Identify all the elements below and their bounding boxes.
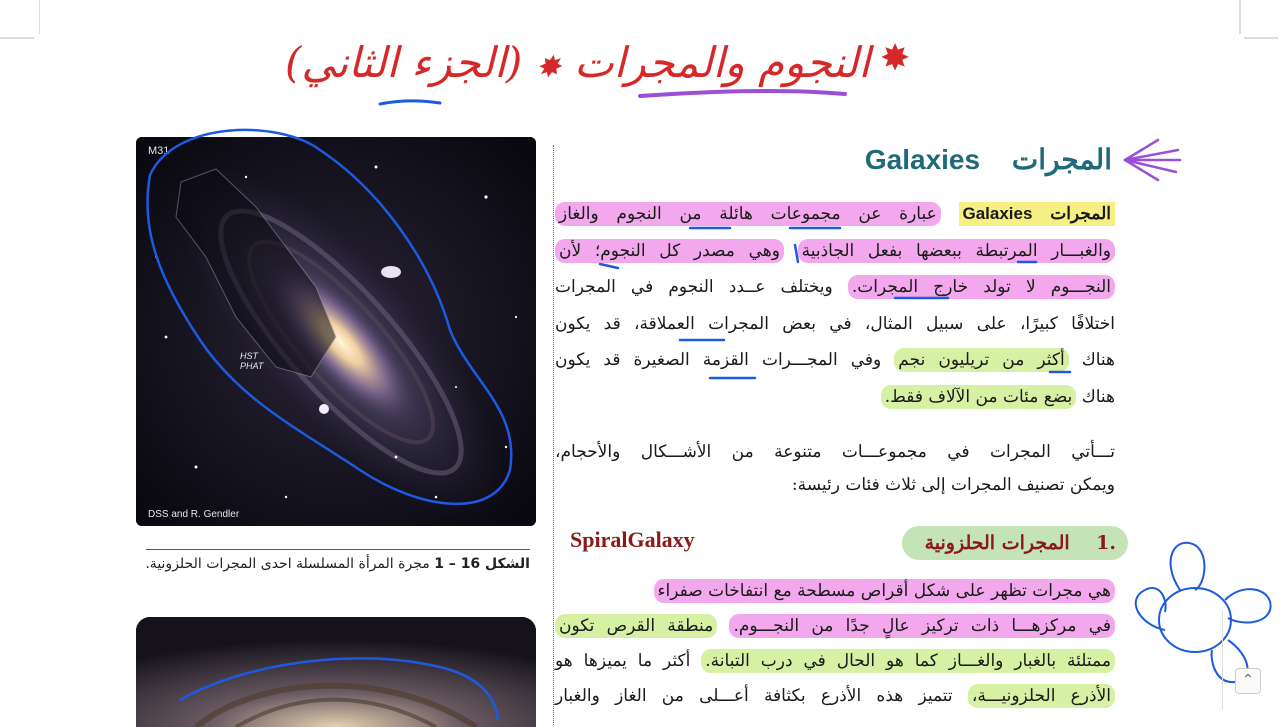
- star-icon: ✸: [535, 50, 561, 85]
- highlight-pink: عبارة عن مجموعات هائلة من النجوم والغاز: [555, 202, 941, 226]
- spiral-galaxy-paragraph: [555, 574, 1115, 714]
- highlight-green: ممتلئة بالغبار والغـــاز كما هو الحال في درب التبانة.: [701, 649, 1115, 673]
- figure-caption: [146, 556, 530, 572]
- blue-underline: [380, 101, 440, 104]
- text-line: [555, 609, 1115, 644]
- text-line: [555, 644, 1115, 679]
- text-span: تـــأتي المجرات في مجموعـــات متنوعة من الأشـــكال والأحجام،: [555, 442, 1115, 462]
- highlight-pink: هي مجرات تظهر على شكل أقراص مسطحة مع انتفاخات صفراء: [654, 579, 1115, 603]
- text-line: [555, 196, 1115, 233]
- text-span: هناك: [1081, 386, 1115, 407]
- text-span: ويختلف عــدد النجوم في المجرات: [555, 277, 833, 297]
- crop-mark-top-left: [0, 0, 40, 40]
- text-line: [555, 306, 1115, 343]
- text-line: [555, 379, 1115, 416]
- highlight-pink: وهي مصدر كل النجوم؛ لأن: [555, 239, 784, 263]
- text-span: أكثر ما يميزها هو: [555, 651, 691, 671]
- chevron-up-icon: ⌃: [1242, 672, 1254, 688]
- title-sub: (الجزء الثاني): [285, 38, 523, 87]
- text-span: وفي المجـــرات القزمة الصغيرة قد يكون: [555, 350, 882, 370]
- figure-credit: DSS and R. Gendler: [148, 509, 240, 520]
- caption-prefix: الشكل 16 – 1: [434, 556, 530, 572]
- highlight-yellow: [959, 202, 1116, 226]
- page-margin-line: [1222, 610, 1223, 710]
- highlight-green: منطقة القرص تكون: [555, 614, 717, 638]
- text-line: [555, 469, 1115, 502]
- flower-doodle-icon: [1136, 543, 1271, 682]
- text-line: [555, 574, 1115, 609]
- heading-english: Galaxies: [864, 144, 981, 175]
- galaxy-photo-2: [136, 617, 536, 727]
- purple-arrow-icon: [1125, 140, 1180, 180]
- scroll-top-button[interactable]: [1235, 668, 1261, 694]
- crop-mark-top-right: [1238, 0, 1278, 40]
- galaxies-definition-paragraph: [555, 196, 1115, 415]
- text-line: [555, 342, 1115, 379]
- heading-arabic: المجرات: [1011, 143, 1112, 176]
- figure-label-hst: HST PHAT: [240, 351, 264, 371]
- galaxy-illustration-2: [136, 617, 536, 727]
- highlight-pink: النجـــوم لا تولد خارج المجرات.: [848, 275, 1115, 299]
- text-span: اختلافًا كبيرًا، على سبيل المثال، في بعض المجرات العملاقة، قد يكون: [555, 313, 1115, 334]
- text-span: تتميز هذه الأذرع بكثافة أعـــلى من الغاز والغبار: [555, 686, 953, 706]
- galaxy-photo-m31: [136, 137, 536, 526]
- highlight-green: أكثر من تريليون نجم: [894, 348, 1068, 372]
- subsection-heading-english: SpiralGalaxy: [570, 527, 695, 552]
- star-icon: ✸: [880, 38, 911, 79]
- section-heading: [865, 143, 1112, 176]
- subsection-title: المجرات الحلزونية: [924, 532, 1070, 554]
- subsection-heading-arabic: [902, 526, 1128, 560]
- text-line: [555, 679, 1115, 714]
- highlight-green: بضع مئات من الآلاف فقط.: [881, 385, 1077, 409]
- figure-label-m31: M31: [148, 145, 170, 157]
- highlight-green: الأذرع الحلزونيـــة،: [968, 684, 1115, 708]
- column-divider: [553, 145, 554, 725]
- term-arabic: المجرات: [1050, 204, 1111, 224]
- handwritten-title: [285, 30, 940, 100]
- text-line: [555, 436, 1115, 469]
- caption-rule: [146, 549, 530, 550]
- subsection-number: .1: [1096, 532, 1116, 554]
- title-main: النجوم والمجرات: [574, 38, 870, 87]
- term-english: Galaxies: [962, 204, 1033, 223]
- text-line: [555, 269, 1115, 306]
- text-span: هناك: [1081, 350, 1116, 370]
- caption-text: مجرة المرأة المسلسلة احدى المجرات الحلزونية.: [145, 556, 430, 572]
- text-span: ويمكن تصنيف المجرات إلى ثلاث فئات رئيسة:: [791, 475, 1115, 495]
- highlight-pink: في مركزهـــا ذات تركيز عالٍ جدًا من النجـــوم.: [729, 614, 1115, 638]
- highlight-pink: والغبـــار المرتبطة ببعضها بفعل الجاذبية: [798, 239, 1115, 263]
- galaxy-types-intro-paragraph: [555, 436, 1115, 502]
- text-line: [555, 233, 1115, 270]
- galaxy-illustration: [136, 137, 536, 526]
- title-text: [285, 38, 870, 87]
